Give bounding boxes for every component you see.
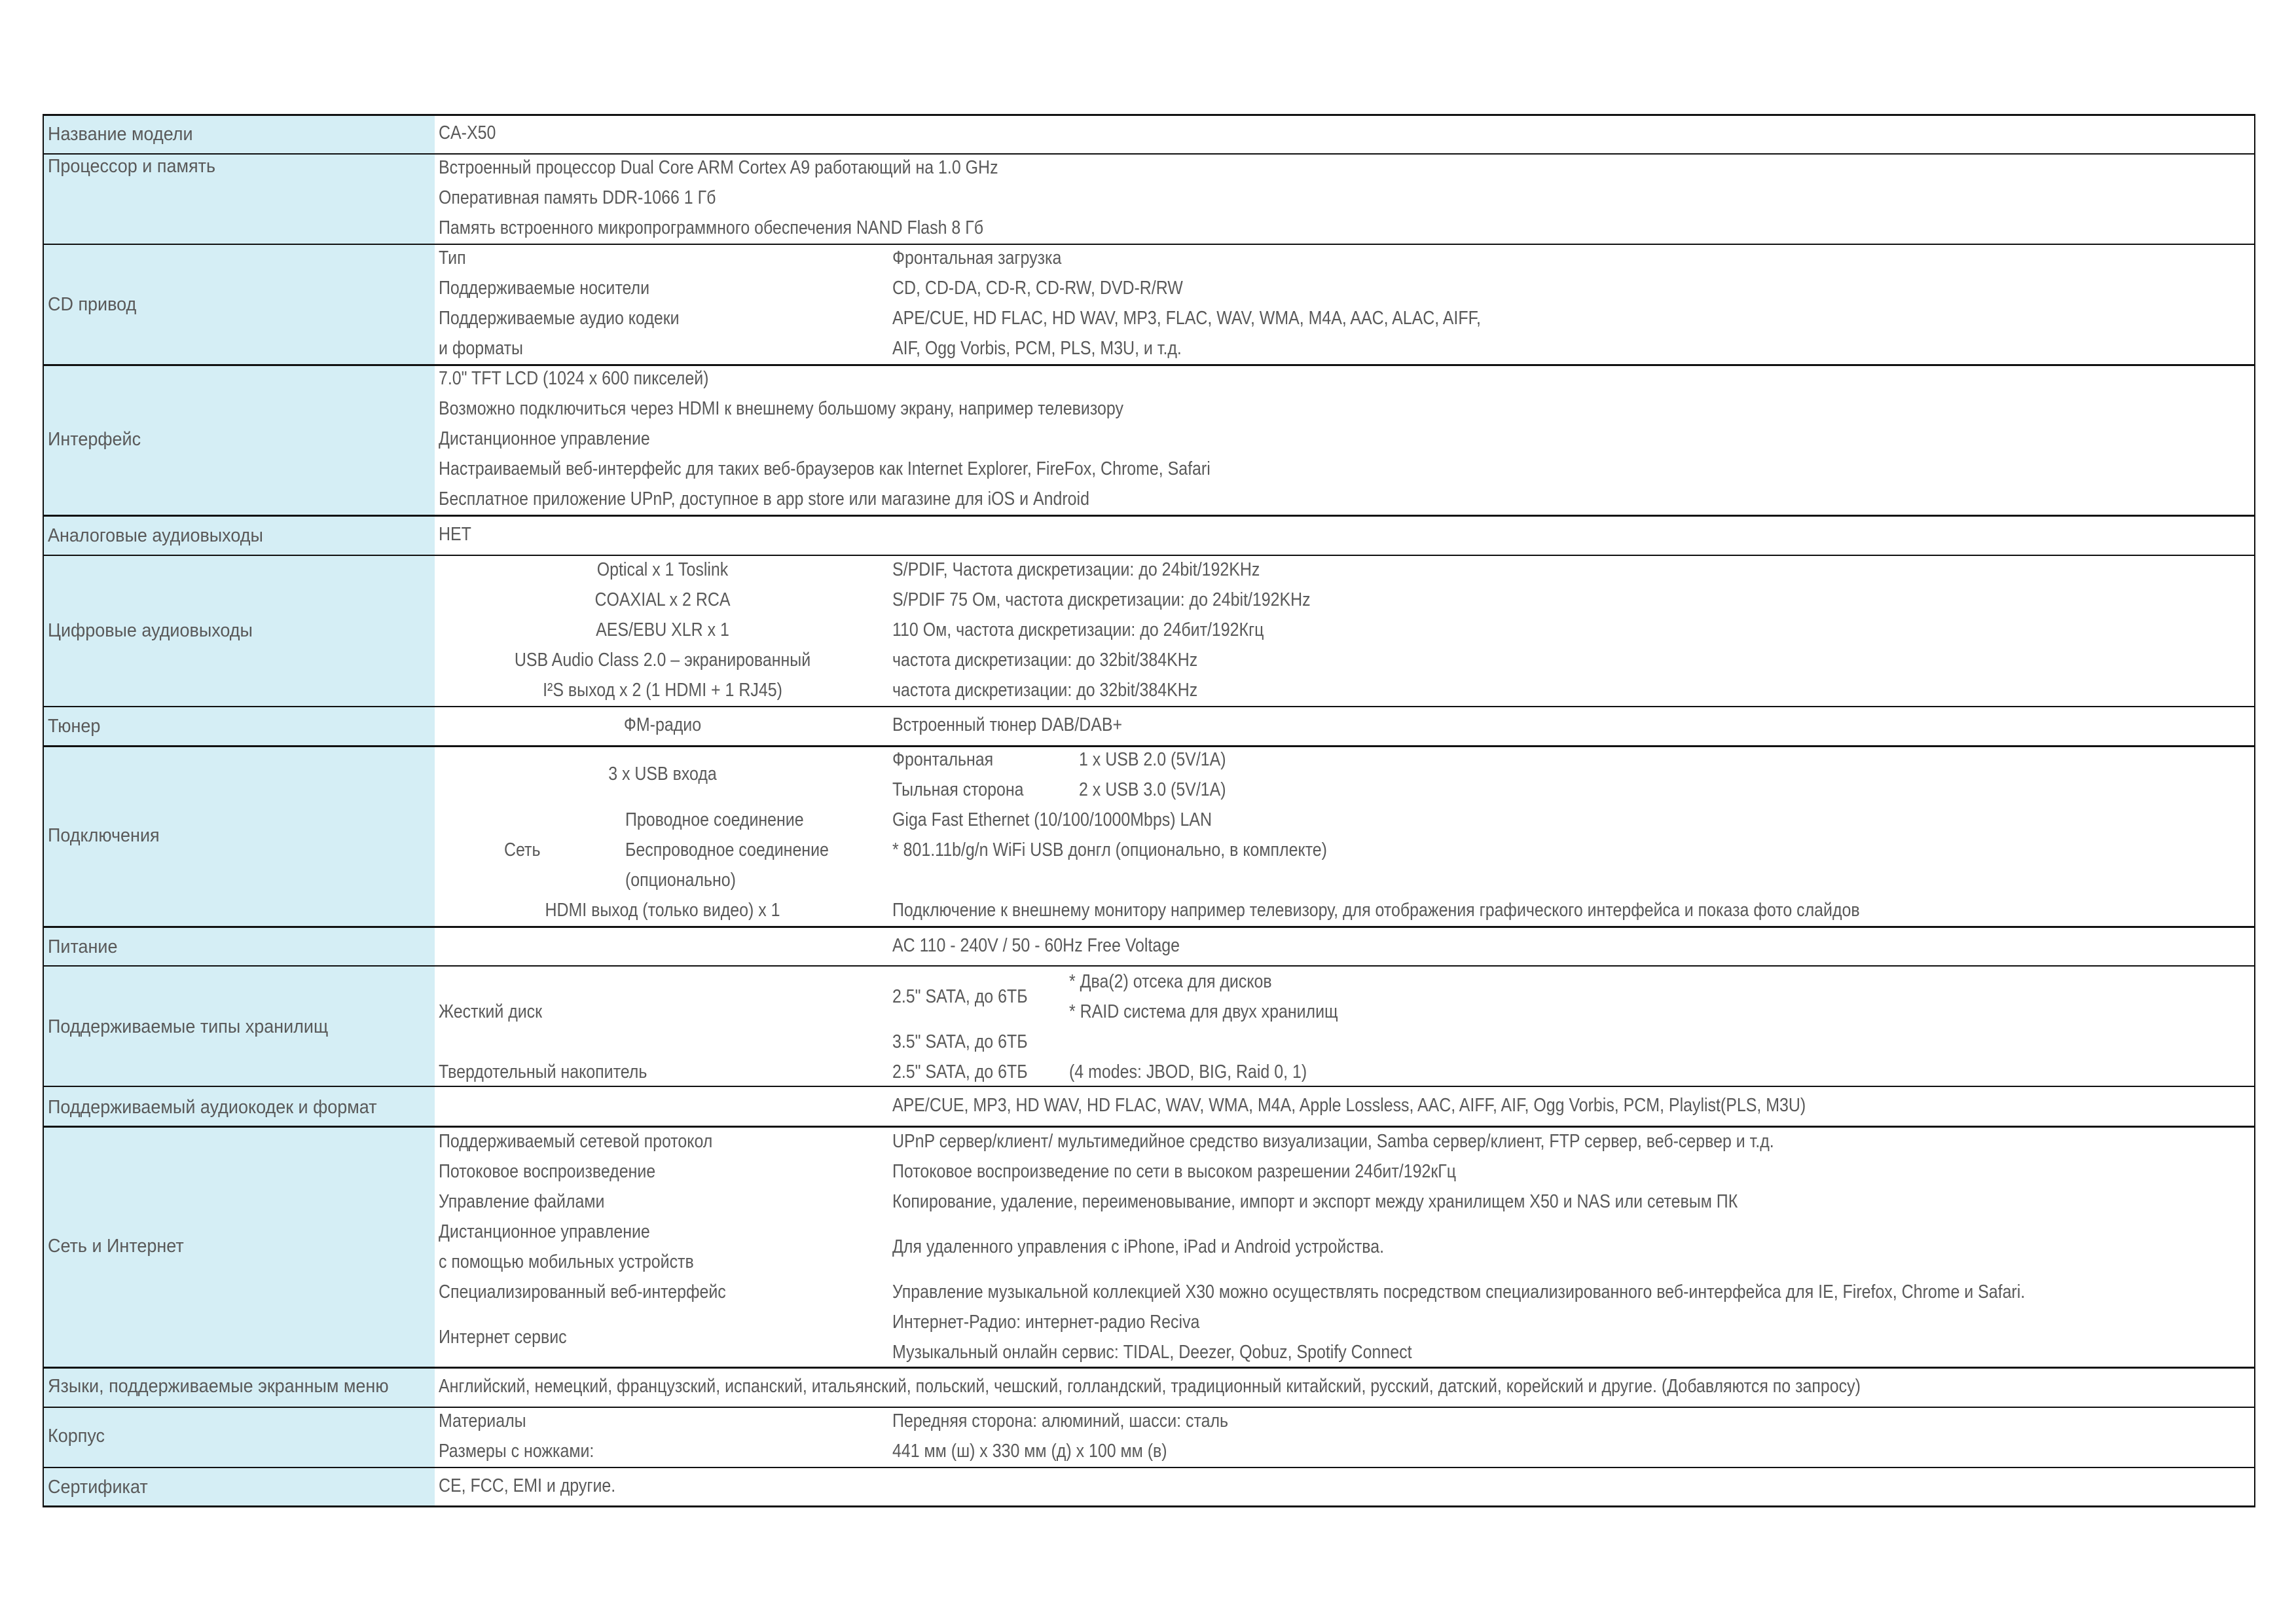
cd-value: Фронтальная загрузка xyxy=(892,248,1062,268)
usb-inputs-key: 3 x USB входа xyxy=(608,764,717,784)
row-divider xyxy=(43,153,2255,155)
body-key: Материалы xyxy=(439,1411,526,1431)
digital-output-key: I²S выход x 2 (1 HDMI + 1 RJ45) xyxy=(543,680,782,701)
digital-output-value: частота дискретизации: до 32bit/384KHz xyxy=(892,650,1198,671)
row-label-digital-outputs: Цифровые аудиовыходы xyxy=(48,620,253,641)
hdd-size: 2.5" SATA, до 6ТБ xyxy=(892,986,1028,1007)
body-value: 441 мм (ш) x 330 мм (д) x 100 мм (в) xyxy=(892,1441,1167,1462)
row-divider xyxy=(43,1086,2255,1087)
analog-outputs-value: НЕТ xyxy=(439,524,471,545)
cd-key: и форматы xyxy=(439,338,523,359)
storage-note: (4 modes: JBOD, BIG, Raid 0, 1) xyxy=(1069,1061,1307,1082)
hdmi-key: HDMI выход (только видео) x 1 xyxy=(545,900,780,921)
network-key: Сеть xyxy=(504,840,541,860)
net-value: Управление музыкальной коллекцией X30 можно осуществлять посредством специализированного веб-интерфейса для IE, Firefox, Chrome и Safari. xyxy=(892,1282,2026,1302)
row-label-cd-drive: CD привод xyxy=(48,294,137,315)
net-value: Копирование, удаление, переименовывание, импорт и экспорт между хранилищем X50 и NAS или сетевым ПК xyxy=(892,1191,1738,1212)
net-value: Музыкальный онлайн сервис: TIDAL, Deezer, Qobuz, Spotify Connect xyxy=(892,1342,1412,1363)
row-label-power: Питание xyxy=(48,936,118,957)
table-right-border xyxy=(2254,115,2255,1507)
net-value: Интернет-Радио: интернет-радио Reciva xyxy=(892,1312,1200,1333)
row-divider xyxy=(43,706,2255,707)
interface-line: Бесплатное приложение UPnP, доступное в app store или магазине для iOS и Android xyxy=(439,489,1089,509)
interface-line: 7.0" TFT LCD (1024 x 600 пикселей) xyxy=(439,368,709,389)
net-key: Дистанционное управление xyxy=(439,1221,650,1242)
row-label-connections: Подключения xyxy=(48,825,160,846)
row-label-analog-outputs: Аналоговые аудиовыходы xyxy=(48,525,263,546)
usb-value: 1 x USB 2.0 (5V/1A) xyxy=(1079,749,1226,770)
label-column-background xyxy=(43,115,435,1506)
hdd-size: 3.5" SATA, до 6ТБ xyxy=(892,1031,1028,1052)
net-value: Потоковое воспроизведение по сети в высоком разрешении 24бит/192кГц xyxy=(892,1161,1457,1182)
row-divider xyxy=(43,555,2255,556)
wired-value: Giga Fast Ethernet (10/100/1000Mbps) LAN xyxy=(892,809,1212,830)
row-label-storage: Поддерживаемые типы хранилищ xyxy=(48,1016,329,1037)
row-label-codecs: Поддерживаемый аудиокодек и формат xyxy=(48,1097,377,1118)
cd-key: Поддерживаемые аудио кодеки xyxy=(439,308,680,329)
net-key: Интернет сервис xyxy=(439,1327,567,1348)
row-label-cpu-memory: Процессор и память xyxy=(48,156,216,177)
row-divider xyxy=(43,965,2255,967)
row-divider xyxy=(43,364,2255,366)
interface-line: Возможно подключиться через HDMI к внешнему большому экрану, например телевизору xyxy=(439,398,1123,419)
ram-line: Оперативная память DDR-1066 1 Гб xyxy=(439,187,716,208)
certificate-value: CE, FCC, EMI и другие. xyxy=(439,1475,616,1496)
row-divider xyxy=(43,926,2255,928)
storage-note: * Два(2) отсека для дисков xyxy=(1069,971,1272,992)
digital-output-value: S/PDIF 75 Ом, частота дискретизации: до 24bit/192KHz xyxy=(892,589,1311,610)
net-key: Потоковое воспроизведение xyxy=(439,1161,656,1182)
ssd-key: Твердотельный накопитель xyxy=(439,1061,647,1082)
interface-line: Настраиваемый веб-интерфейс для таких веб-браузеров как Internet Explorer, FireFox, Chrome, Safari xyxy=(439,458,1211,479)
cd-key: Тип xyxy=(439,248,466,268)
table-top-border xyxy=(43,114,2255,116)
usb-value: 2 x USB 3.0 (5V/1A) xyxy=(1079,779,1226,800)
net-value: Для удаленного управления с iPhone, iPad и Android устройства. xyxy=(892,1236,1385,1257)
row-divider xyxy=(43,1126,2255,1128)
row-label-network-internet: Сеть и Интернет xyxy=(48,1236,184,1257)
digital-output-key: USB Audio Class 2.0 – экранированный xyxy=(514,650,811,671)
power-value: AC 110 - 240V / 50 - 60Hz Free Voltage xyxy=(892,935,1180,956)
row-divider xyxy=(43,1467,2255,1468)
wireless-value: * 801.11b/g/n WiFi USB донгл (опционально, в комплекте) xyxy=(892,840,1327,860)
row-divider xyxy=(43,1407,2255,1408)
flash-line: Память встроенного микропрограммного обеспечения NAND Flash 8 Гб xyxy=(439,217,983,238)
cd-value: CD, CD-DA, CD-R, CD-RW, DVD-R/RW xyxy=(892,278,1183,299)
languages-value: Английский, немецкий, французский, испанский, итальянский, польский, чешский, голландский, традиционный китайский, русский, датский, корейский и другие. (Добавляются по запросу) xyxy=(439,1376,1861,1397)
table-bottom-border xyxy=(43,1505,2255,1507)
digital-output-key: AES/EBU XLR x 1 xyxy=(596,619,729,640)
row-label-model: Название модели xyxy=(48,124,193,145)
cpu-line: Встроенный процессор Dual Core ARM Cortex A9 работающий на 1.0 GHz xyxy=(439,157,998,178)
cd-key: Поддерживаемые носители xyxy=(439,278,650,299)
wired-key: Проводное соединение xyxy=(625,809,804,830)
row-label-languages: Языки, поддерживаемые экранным меню xyxy=(48,1376,389,1397)
table-left-border xyxy=(43,115,44,1507)
hdd-key: Жесткий диск xyxy=(439,1001,543,1022)
wireless-key-optional: (опционально) xyxy=(625,870,736,891)
digital-output-key: COAXIAL x 2 RCA xyxy=(594,589,731,610)
net-value: UPnP сервер/клиент/ мультимедийное средство визуализации, Samba сервер/клиент, FTP сервер, веб-сервер и т.д. xyxy=(892,1131,1774,1152)
digital-output-value: 110 Ом, частота дискретизации: до 24бит/192Кгц xyxy=(892,619,1264,640)
hdmi-value: Подключение к внешнему монитору например телевизору, для отображения графического интерфейса и показа фото слайдов xyxy=(892,900,1860,921)
digital-output-key: Optical x 1 Toslink xyxy=(596,559,729,580)
body-key: Размеры с ножками: xyxy=(439,1441,594,1462)
digital-output-value: S/PDIF, Частота дискретизации: до 24bit/192KHz xyxy=(892,559,1260,580)
tuner-key: ФМ-радио xyxy=(623,714,702,735)
net-key: Специализированный веб-интерфейс xyxy=(439,1282,726,1302)
row-divider xyxy=(43,745,2255,747)
row-label-certificate: Сертификат xyxy=(48,1477,148,1498)
usb-position: Фронтальная xyxy=(892,749,994,770)
tuner-value: Встроенный тюнер DAB/DAB+ xyxy=(892,714,1123,735)
row-label-interface: Интерфейс xyxy=(48,429,141,450)
row-label-body: Корпус xyxy=(48,1426,105,1447)
row-divider xyxy=(43,244,2255,245)
interface-line: Дистанционное управление xyxy=(439,428,650,449)
storage-note: * RAID система для двух хранилищ xyxy=(1069,1001,1338,1022)
ssd-size: 2.5" SATA, до 6ТБ xyxy=(892,1061,1028,1082)
row-divider xyxy=(43,1367,2255,1369)
row-divider xyxy=(43,515,2255,517)
codecs-value: APE/CUE, MP3, HD WAV, HD FLAC, WAV, WMA, M4A, Apple Lossless, AAC, AIFF, AIF, Ogg Vorbis, PCM, Playlist(PLS, M3U) xyxy=(892,1095,1806,1116)
cd-value: APE/CUE, HD FLAC, HD WAV, MP3, FLAC, WAV, WMA, M4A, AAC, ALAC, AIFF, xyxy=(892,308,1481,329)
net-key: с помощью мобильных устройств xyxy=(439,1251,694,1272)
body-value: Передняя сторона: алюминий, шасси: сталь xyxy=(892,1411,1229,1431)
model-value: CA-X50 xyxy=(439,122,496,143)
row-label-tuner: Тюнер xyxy=(48,716,101,737)
net-key: Поддерживаемый сетевой протокол xyxy=(439,1131,713,1152)
usb-position: Тыльная сторона xyxy=(892,779,1024,800)
digital-output-value: частота дискретизации: до 32bit/384KHz xyxy=(892,680,1198,701)
cd-value: AIF, Ogg Vorbis, PCM, PLS, M3U, и т.д. xyxy=(892,338,1182,359)
net-key: Управление файлами xyxy=(439,1191,605,1212)
wireless-key: Беспроводное соединение xyxy=(625,840,829,860)
